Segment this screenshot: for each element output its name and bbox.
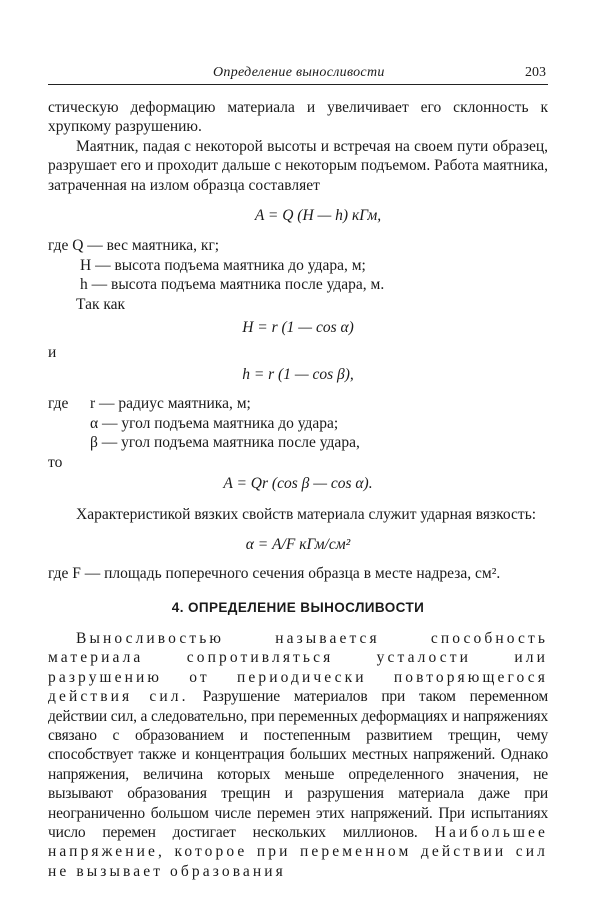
definition-alpha: α — угол подъема маятника до удара;: [90, 414, 339, 432]
page-body: [48, 98, 548, 881]
definition-r: r — радиус маятника, м;: [90, 395, 251, 413]
paragraph-continued: стическую деформацию материала и увеличивает его склонность к хрупкому разрушению.: [48, 99, 548, 136]
paragraph-pendulum: Маятник, падая с некоторой высоты и встречая на своем пути образец, разрушает его и проходит дальше с некоторым подъемом. Работа маятника, затраченная на излом образца составляет: [48, 137, 548, 194]
endurance-body: Разрушение материалов при таком переменном действии сил, а следовательно, при переменных деформациях и напряжениях связано с образованием и постепенным развитием трещин, чему способствует также и концентрация больших местных напряжений. Однако напряжения, величина которых меньше определенного значения, не вызывают образования трещин и разрушения материала даже при неограниченно большом числе перемен этих напряжений. При испытаниях число перемен достигает нескольких миллионов.: [48, 688, 548, 841]
conjunction-then: то: [48, 453, 63, 471]
formula-h-upper: H = r (1 — cos α): [242, 319, 354, 337]
definition-q: где Q — вес маятника, кг;: [48, 237, 220, 255]
formula-work-final: A = Qr (cos β — cos α).: [223, 474, 373, 492]
definition-h-upper: H — высота подъема маятника до удара, м;: [80, 256, 366, 274]
formula-work: A = Q (H — h) кГм,: [254, 207, 382, 225]
formula-h-lower: h = r (1 — cos β),: [242, 365, 354, 383]
running-title: Определение выносливости: [213, 65, 385, 80]
paragraph-toughness: Характеристикой вязких свойств материала служит ударная вязкость:: [76, 506, 537, 524]
conjunction-and: и: [48, 344, 57, 362]
formula-toughness: α = A/F кГм/см²: [245, 535, 351, 553]
page-number: 203: [525, 65, 546, 80]
paragraph-endurance: [48, 629, 548, 881]
definitions-list-2: [48, 394, 548, 452]
definitions-list-1: [48, 236, 548, 294]
where-word: где: [48, 395, 69, 413]
since-text: Так как: [76, 295, 126, 313]
definition-f: где F — площадь поперечного сечения образца в месте надреза, см².: [48, 565, 501, 583]
endurance-definition: Выносливостью называется способность материала сопротивляться усталости или разрушению от периодически повторяющегося действия сил.: [48, 629, 548, 706]
definition-h-lower: h — высота подъема маятника после удара, м.: [80, 276, 385, 294]
definition-beta: β — угол подъема маятника после удара,: [90, 434, 360, 452]
section-heading: 4. ОПРЕДЕЛЕНИЕ ВЫНОСЛИВОСТИ: [171, 599, 425, 615]
endurance-tail: Наибольшее напряжение, которое при переменном действии сил не вызывает образования: [48, 824, 548, 880]
running-header: [48, 60, 548, 85]
